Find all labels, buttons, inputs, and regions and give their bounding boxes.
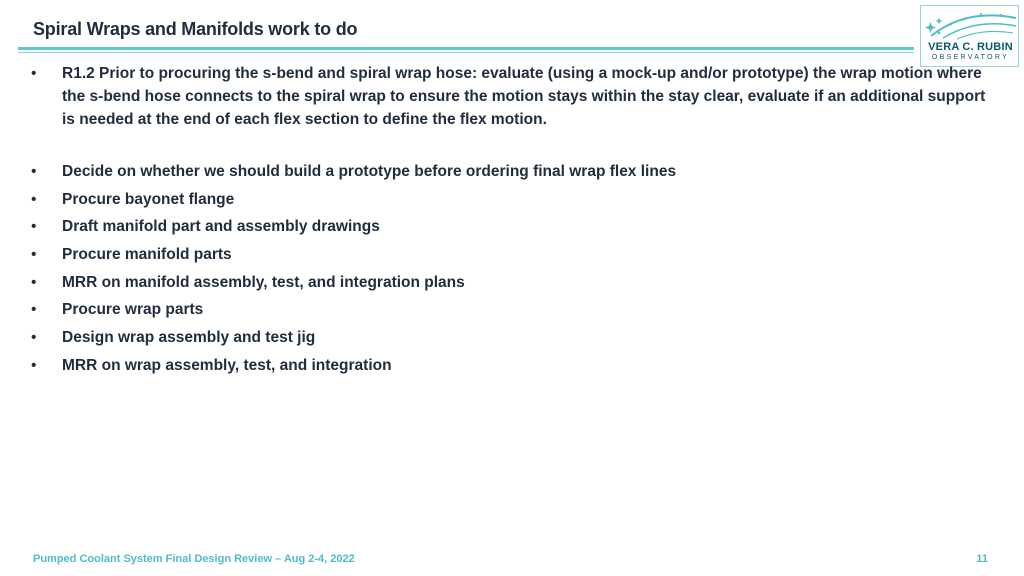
- list-item: [30, 271, 994, 299]
- bullet-list: [30, 62, 994, 382]
- list-item-text: Draft manifold part and assembly drawings: [62, 218, 380, 236]
- bullet-marker: •: [31, 218, 37, 236]
- bullet-marker: •: [31, 356, 37, 374]
- bullet-marker: •: [31, 246, 37, 264]
- title-underline-thin: [18, 52, 914, 53]
- star-swoosh-icon: [921, 6, 1020, 42]
- rubin-observatory-logo: [920, 5, 1019, 67]
- list-item: [30, 298, 994, 326]
- title-underline: [18, 47, 914, 50]
- list-item-text: MRR on manifold assembly, test, and integration plans: [62, 273, 465, 291]
- bullet-marker: •: [31, 163, 37, 180]
- list-item: [30, 354, 994, 382]
- bullet-marker: •: [31, 190, 37, 208]
- list-item-text: Procure bayonet flange: [62, 190, 235, 208]
- bullet-marker: •: [31, 273, 37, 291]
- bullet-marker: •: [31, 65, 37, 82]
- bullet-marker: •: [31, 329, 37, 347]
- logo-wordmark: VERA C. RUBIN: [928, 41, 1013, 53]
- list-item: [30, 188, 994, 216]
- list-item-text: Procure wrap parts: [62, 301, 204, 319]
- slide-title: Spiral Wraps and Manifolds work to do: [33, 19, 358, 39]
- page-number: 11: [976, 553, 988, 565]
- list-item: [30, 243, 994, 271]
- list-item: [30, 160, 994, 188]
- list-item-text: R1.2 Prior to procuring the s-bend and spiral wrap hose: evaluate (using a mock-up and/or prototype) the wrap motion where the s-bend hose connects to the spiral wrap to ensure the motion stays within the stay clear, evaluate if an additional support is needed at the end of each flex section to define the flex motion.: [62, 65, 986, 128]
- list-item-text: Design wrap assembly and test jig: [62, 329, 316, 347]
- logo-subtitle: OBSERVATORY: [931, 54, 1010, 61]
- list-item: [30, 62, 994, 131]
- bullet-marker: •: [31, 301, 37, 319]
- list-item: [30, 215, 994, 243]
- list-item: [30, 326, 994, 354]
- list-item-text: MRR on wrap assembly, test, and integration: [62, 356, 392, 374]
- footer-text: Pumped Coolant System Final Design Review – Aug 2-4, 2022: [33, 553, 355, 565]
- list-item-text: Decide on whether we should build a prototype before ordering final wrap flex lines: [62, 163, 677, 180]
- list-item-text: Procure manifold parts: [62, 246, 232, 264]
